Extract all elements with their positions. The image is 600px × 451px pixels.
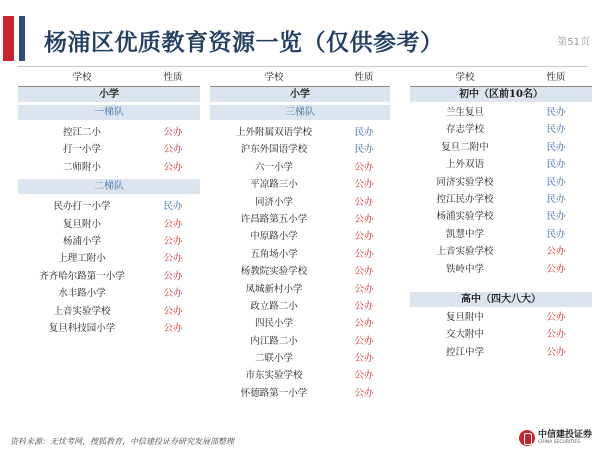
school-name: 复旦科技园小学 (48, 322, 116, 334)
school-type: 公办 (354, 318, 374, 330)
school-name: 二联小学 (254, 353, 293, 365)
school-type: 民办 (546, 141, 566, 153)
section-gap (410, 278, 592, 292)
school-name: 凤城新村小学 (245, 283, 303, 295)
school-type: 公办 (354, 387, 374, 399)
header-school: 学校 (72, 72, 92, 83)
school-row (210, 263, 390, 280)
school-name: 中原路小学 (250, 231, 298, 243)
school-row (18, 233, 200, 250)
school-name: 怀德路第一小学 (240, 387, 308, 399)
section-title: 小学 (18, 87, 200, 102)
school-type: 公办 (163, 161, 183, 173)
school-type: 公办 (354, 300, 374, 312)
school-row (410, 174, 592, 191)
school-name: 复旦附小 (62, 218, 101, 230)
school-row (410, 208, 592, 225)
school-type: 民办 (546, 193, 566, 205)
school-name: 水丰路小学 (58, 288, 106, 300)
brand-mark-icon (519, 430, 535, 446)
school-type: 公办 (163, 218, 183, 230)
school-row (410, 121, 592, 138)
school-row (18, 268, 200, 285)
school-name: 上音实验学校 (53, 305, 111, 317)
school-name: 二师附小 (62, 161, 101, 173)
school-type: 公办 (354, 161, 374, 173)
column-header-row (410, 71, 592, 85)
school-type: 公办 (546, 346, 566, 358)
page-number: 第51页 (557, 37, 590, 48)
school-name: 五角场小学 (250, 248, 298, 260)
school-row (210, 159, 390, 176)
school-type: 公办 (354, 248, 374, 260)
school-row (18, 250, 200, 267)
title-accent-red (3, 16, 14, 61)
brand-name-en: CHINA SECURITIES (537, 439, 581, 445)
school-name: 存志学校 (445, 124, 484, 136)
school-row (410, 309, 592, 326)
school-name: 上外双语 (445, 159, 484, 171)
section-title: 小学 (210, 87, 390, 102)
column-primary-1 (18, 67, 200, 337)
school-type: 公办 (546, 263, 566, 275)
column-secondary (410, 67, 592, 361)
school-row (410, 104, 592, 121)
school-type: 公办 (163, 288, 183, 300)
page-title: 杨浦区优质教育资源一览（仅供参考） (44, 30, 444, 56)
school-row (210, 385, 390, 402)
school-name: 复旦附中 (445, 311, 484, 323)
school-type: 公办 (354, 335, 374, 347)
school-row (210, 281, 390, 298)
school-type: 公办 (354, 179, 374, 191)
school-row (210, 228, 390, 245)
school-type: 公办 (354, 370, 374, 382)
school-row (210, 141, 390, 158)
school-row (18, 303, 200, 320)
school-name: 上理工附小 (58, 253, 106, 265)
school-name: 杨浦小学 (62, 235, 101, 247)
header-school: 学校 (264, 72, 284, 83)
school-type: 公办 (546, 246, 566, 258)
school-row (210, 246, 390, 263)
school-name: 平凉路三小 (250, 179, 298, 191)
school-type: 公办 (354, 353, 374, 365)
school-row (18, 320, 200, 337)
column-primary-2 (210, 67, 390, 402)
school-type: 公办 (163, 253, 183, 265)
school-name: 政立路二小 (250, 300, 298, 312)
brand-name-cn: 中信建投证券 (537, 429, 592, 440)
school-type: 公办 (354, 196, 374, 208)
school-type: 民办 (163, 201, 183, 213)
school-type: 民办 (546, 228, 566, 240)
source-note: 资料来源：无忧考网，搜狐教育，中信建投证券研究发展部整理 (10, 437, 234, 446)
school-name: 许昌路第五小学 (240, 213, 308, 225)
school-type: 公办 (163, 322, 183, 334)
school-row (210, 124, 390, 141)
school-type: 公办 (163, 305, 183, 317)
school-row (18, 198, 200, 215)
column-header-row (18, 71, 200, 85)
school-row (210, 367, 390, 384)
header-type: 性质 (354, 72, 374, 83)
school-type: 公办 (546, 311, 566, 323)
school-name: 市东实验学校 (245, 370, 303, 382)
school-row (410, 191, 592, 208)
school-name: 齐齐哈尔路第一小学 (39, 270, 125, 282)
header-type: 性质 (546, 72, 566, 83)
school-row (410, 226, 592, 243)
school-type: 公办 (163, 144, 183, 156)
school-name: 打一小学 (62, 144, 101, 156)
school-row (210, 350, 390, 367)
school-row (410, 344, 592, 361)
school-type: 民办 (546, 159, 566, 171)
school-type: 公办 (354, 213, 374, 225)
school-row (210, 333, 390, 350)
tier-label: 一梯队 (18, 105, 200, 120)
school-row (210, 315, 390, 332)
school-type: 民办 (546, 107, 566, 118)
school-row (410, 261, 592, 278)
tier-label: 二梯队 (18, 179, 200, 194)
school-type: 民办 (546, 211, 566, 223)
school-type: 公办 (163, 270, 183, 282)
tier-label: 三梯队 (210, 105, 390, 120)
school-name: 兰生复旦 (445, 107, 484, 118)
school-type: 民办 (546, 124, 566, 136)
school-row (18, 141, 200, 158)
school-row (210, 176, 390, 193)
school-type: 公办 (546, 329, 566, 341)
brand-logo (519, 430, 592, 446)
school-type: 公办 (163, 235, 183, 247)
school-row (18, 159, 200, 176)
school-type: 公办 (354, 266, 374, 278)
school-row (410, 326, 592, 343)
header-school: 学校 (455, 72, 475, 83)
school-name: 复旦二附中 (441, 141, 489, 153)
school-row (18, 285, 200, 302)
school-type: 民办 (354, 127, 374, 138)
school-row (18, 216, 200, 233)
school-row (210, 211, 390, 228)
school-name: 控江二小 (62, 127, 101, 138)
school-row (410, 156, 592, 173)
title-accent-navy (19, 16, 25, 61)
section-title: 初中（区前10名） (410, 87, 592, 102)
school-name: 六一小学 (254, 161, 293, 173)
school-name: 杨教院实验学校 (240, 266, 308, 278)
school-row (210, 298, 390, 315)
school-name: 凯慧中学 (445, 228, 484, 240)
header-type: 性质 (163, 72, 183, 83)
section-title: 高中（四大八大） (410, 292, 592, 307)
school-type: 公办 (354, 283, 374, 295)
school-type: 民办 (354, 144, 374, 156)
school-name: 交大附中 (445, 329, 484, 341)
school-type: 公办 (163, 127, 183, 138)
school-name: 杨浦实验学校 (436, 211, 494, 223)
school-name: 铁岭中学 (445, 263, 484, 275)
school-row (410, 243, 592, 260)
school-name: 四民小学 (254, 318, 293, 330)
school-name: 同济小学 (254, 196, 293, 208)
column-header-row (210, 71, 390, 85)
school-name: 控江中学 (445, 346, 484, 358)
school-name: 沪东外国语学校 (240, 144, 308, 156)
school-row (410, 139, 592, 156)
school-name: 民办打一小学 (53, 201, 111, 213)
school-type: 民办 (546, 176, 566, 188)
school-type: 公办 (354, 231, 374, 243)
school-name: 同济实验学校 (436, 176, 494, 188)
school-name: 内江路二小 (250, 335, 298, 347)
school-name: 控江民办学校 (436, 193, 494, 205)
school-name: 上外附属双语学校 (235, 127, 312, 138)
school-name: 上音实验学校 (436, 246, 494, 258)
school-row (210, 194, 390, 211)
school-row (18, 124, 200, 141)
